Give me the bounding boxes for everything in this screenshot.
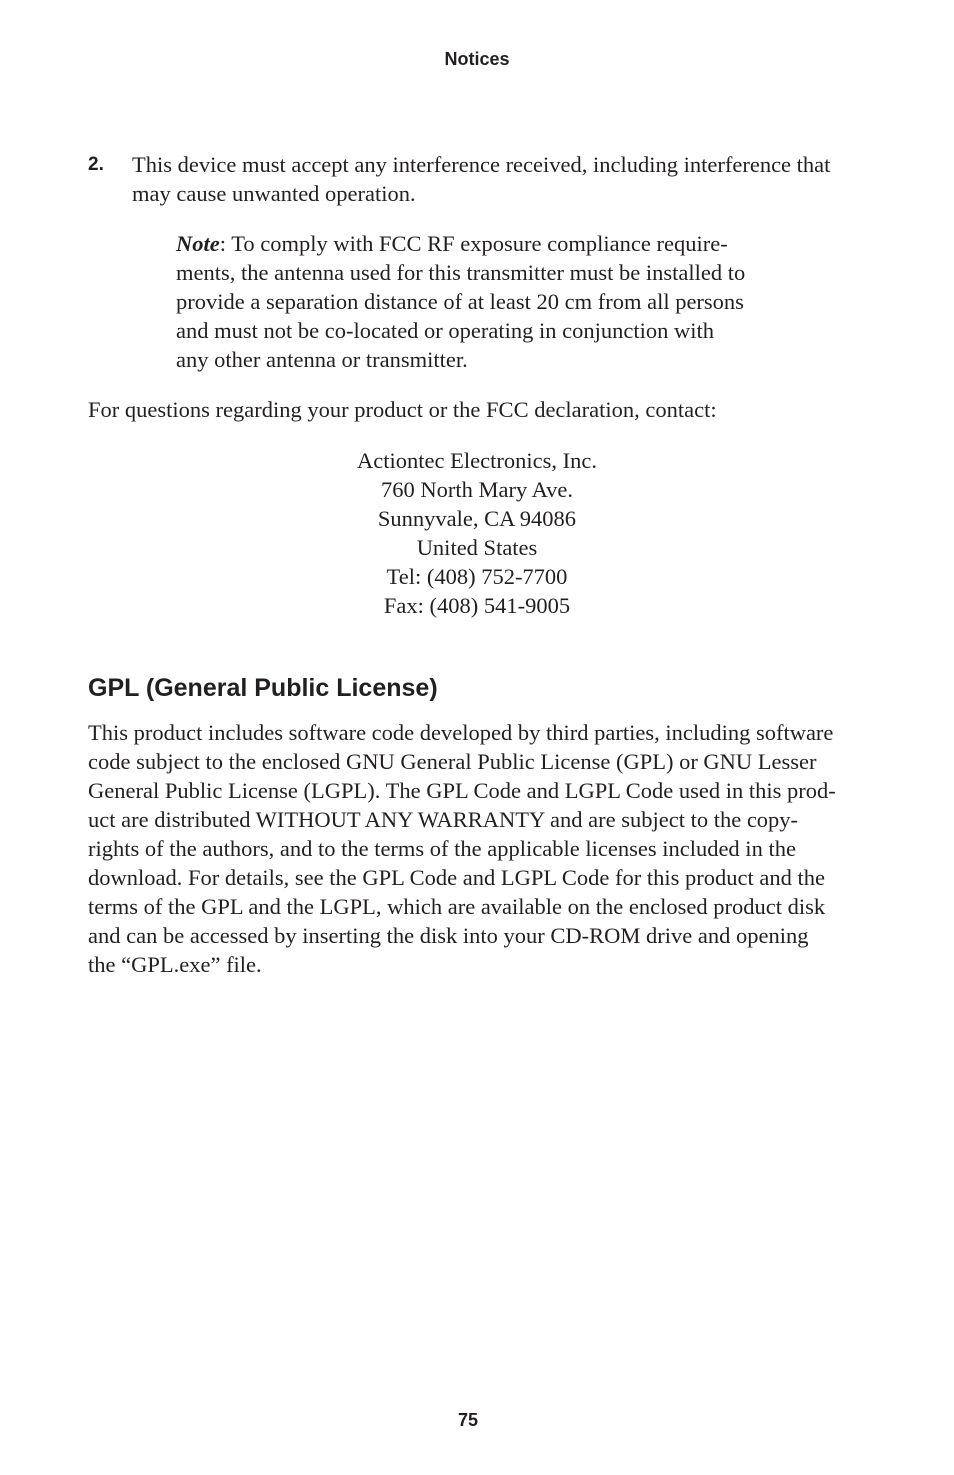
gpl-line: This product includes software code developed by third parties, including software [88, 720, 834, 745]
fcc-note [176, 229, 796, 374]
contact-intro: For questions regarding your product or the FCC declaration, contact: [88, 397, 717, 422]
gpl-line: and can be accessed by inserting the disk into your CD-ROM drive and opening [88, 923, 809, 948]
item-2-line: may cause unwanted operation. [132, 181, 416, 206]
gpl-line: code subject to the enclosed GNU General Public License (GPL) or GNU Lesser [88, 749, 817, 774]
note-line: any other antenna or transmitter. [176, 347, 468, 372]
contact-address [0, 446, 954, 620]
item-number: 2. [88, 154, 104, 175]
item-2-line: This device must accept any interference received, including interference that [132, 152, 831, 177]
item-2-text [132, 150, 868, 208]
address-company: Actiontec Electronics, Inc. [357, 448, 597, 473]
gpl-line: rights of the authors, and to the terms of the applicable licenses included in the [88, 836, 796, 861]
address-fax: Fax: (408) 541-9005 [383, 593, 571, 618]
gpl-line: General Public License (LGPL). The GPL Code and LGPL Code used in this prod- [88, 778, 836, 803]
address-tel: Tel: (408) 752-7700 [386, 564, 568, 589]
gpl-paragraph [88, 718, 868, 979]
gpl-line: uct are distributed WITHOUT ANY WARRANTY and are subject to the copy- [88, 807, 799, 832]
numbered-item-2 [88, 150, 868, 208]
address-country: United States [416, 535, 538, 560]
address-city: Sunnyvale, CA 94086 [377, 506, 577, 531]
address-street: 760 North Mary Ave. [380, 477, 574, 502]
note-line [176, 229, 796, 258]
note-label: Note [176, 231, 220, 256]
note-line: ments, the antenna used for this transmitter must be installed to [176, 260, 746, 285]
note-line: and must not be co-located or operating in conjunction with [176, 318, 714, 343]
page-header-title: Notices [444, 49, 510, 69]
gpl-section-heading: GPL (General Public License) [88, 674, 438, 702]
note-line: provide a separation distance of at least 20 cm from all persons [176, 289, 744, 314]
gpl-line: the “GPL.exe” file. [88, 952, 262, 977]
page-number: 75 [457, 1410, 479, 1430]
note-first-line-text: : To comply with FCC RF exposure compliance require- [219, 231, 728, 256]
gpl-line: terms of the GPL and the LGPL, which are available on the enclosed product disk [88, 894, 826, 919]
gpl-line: download. For details, see the GPL Code and LGPL Code for this product and the [88, 865, 825, 890]
